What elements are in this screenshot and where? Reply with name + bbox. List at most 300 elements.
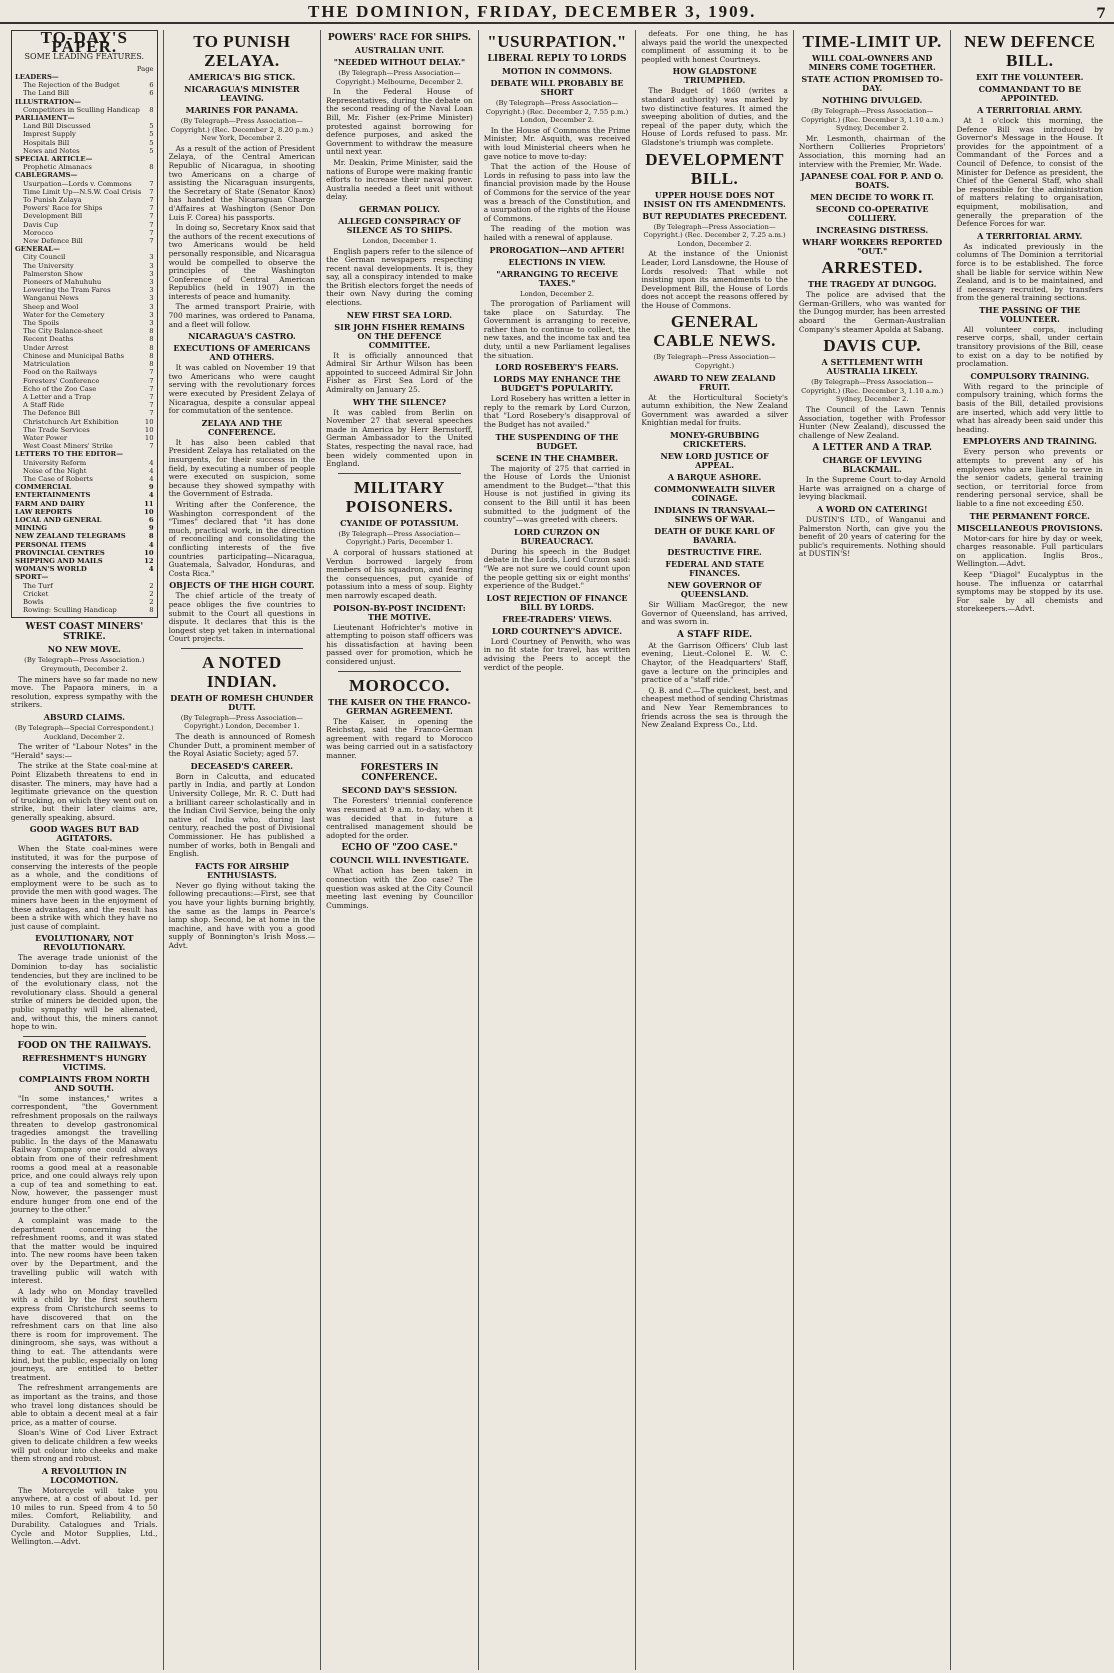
contents-item-page: 8 bbox=[148, 532, 154, 541]
paragraph: The miners have so far made no new move. The Papaora miners, in a resolution, express sympathy with the strikers. bbox=[11, 674, 158, 710]
subheading: MONEY-GRUBBING CRICKETERS. bbox=[669, 430, 760, 450]
column-5 bbox=[636, 30, 794, 1670]
contents-row bbox=[15, 163, 154, 171]
contents-row bbox=[15, 237, 154, 245]
contents-item-title: Wanganui News bbox=[23, 294, 79, 303]
contents-item-title: News and Notes bbox=[23, 146, 80, 155]
paragraph: defeats. For one thing, he has always paid the world the unexpected compliment of assuming it to be peopled with honest Courtneys. bbox=[641, 30, 788, 64]
subheading: PROROGATION—AND AFTER! bbox=[489, 244, 625, 255]
contents-row bbox=[15, 327, 154, 335]
contents-item-page: 8 bbox=[149, 105, 154, 114]
subheading: INDIANS IN TRANSVAAL—SINEWS OF WAR. bbox=[654, 505, 776, 525]
subheading: DEBATE WILL PROBABLY BE SHORT bbox=[490, 78, 624, 97]
subheading: COMPULSORY TRAINING. bbox=[970, 370, 1090, 381]
paragraph: Lieutenant Hofrichter's motive in attempting to poison staff officers was his dissatisfaction at having been passed over for promotion, which he considered unjust. bbox=[326, 622, 473, 666]
paragraph: Born in Calcutta, and educated partly in India, and partly at London University College, Mr. R. C. Dutt had a brilliant career scholastically and in the Indian Civil Service, being the only native of India who, during last century, reached the post of Divisional Commissioner. He has published a number of works, both in Bengali and English. bbox=[168, 771, 316, 859]
paragraph: DUSTIN'S LTD., of Wanganui and Palmerston North, can give you the benefit of 20 years of catering for the public's requirements. Nothing should at DUSTIN'S! bbox=[798, 515, 946, 559]
contents-item-title: Prophetic Almanacs bbox=[23, 163, 92, 172]
contents-row bbox=[15, 229, 154, 237]
contents-item-title: Hospitals Bill bbox=[23, 138, 70, 147]
subheading: JAPANESE COAL FOR P. AND O. BOATS. bbox=[800, 171, 944, 191]
dateline: (By Telegraph—Press Association—Copyright.) Melbourne, December 2. bbox=[335, 69, 464, 86]
contents-row bbox=[15, 549, 154, 557]
page-number: 7 bbox=[1096, 6, 1106, 22]
subheading: LORD COURTNEY'S ADVICE. bbox=[491, 625, 623, 636]
contents-row bbox=[15, 81, 154, 89]
masthead-title: THE DOMINION, FRIDAY, DECEMBER 3, 1909. bbox=[308, 2, 757, 21]
contents-item-title: Water Power bbox=[23, 433, 68, 442]
section-heading: FORESTERS IN CONFERENCE. bbox=[360, 763, 439, 784]
contents-item-title: The Land Bill bbox=[23, 89, 70, 98]
contents-item-page: 10 bbox=[144, 433, 154, 442]
contents-row bbox=[15, 532, 154, 540]
paragraph: It was cabled from Berlin on November 27 that several speeches made in America by Herr Bernstorff, German Ambassador to the United States, respecting the naval race, had been widely commented upon in England. bbox=[326, 407, 473, 469]
contents-item-title: City Council bbox=[23, 253, 66, 262]
contents-item-title: LAW REPORTS bbox=[15, 507, 73, 516]
contents-row bbox=[15, 418, 154, 426]
section-heading: POWERS' RACE FOR SHIPS. bbox=[327, 33, 472, 43]
contents-row bbox=[15, 500, 154, 508]
paragraph: "In some instances," writes a correspondent, "the Government refreshment proposals on the railways threaten to develop gastronomical tragedies amongst the travelling public. In the days of the Manawatu Railway Company one could always obtain from one of their refreshment rooms a good meal at a reasonable price, and one could always rely upon a cup of tea and something to eat. Now, however, the passenger must endure hunger from one end of the journey to the other." bbox=[11, 1093, 158, 1215]
contents-item-page: 8 bbox=[149, 335, 154, 344]
dateline: (By Telegraph—Special Correspondent.) Auckland, December 2. bbox=[14, 723, 154, 741]
contents-row bbox=[15, 442, 154, 450]
subheading: A REVOLUTION IN LOCOMOTION. bbox=[41, 1465, 127, 1485]
contents-row bbox=[15, 491, 154, 499]
paragraph: At 1 o'clock this morning, the Defence Bill was introduced by Governor's Message in the House. It provides for the appointment of a Commandant of the Forces and a Council of Defence, to consist of the Minister for Defence as president, the Chief of the General Staff, who shall be responsible for the administration of matters relating to organisation, equipment, mobilisation, and generally the preparation of the Defence Forces for war. bbox=[956, 116, 1104, 229]
subheading: DESTRUCTIVE FIRE. bbox=[667, 547, 762, 558]
subheading: FACTS FOR AIRSHIP ENTHUSIASTS. bbox=[194, 860, 289, 880]
paragraph: The prorogation of Parliament will take place on Saturday. The Government is arranging to receive, rather than to continue to collect, the new taxes, and the income tax and tea duty, until a new Parliament legalises the situation. bbox=[483, 299, 631, 360]
subheading: NICARAGUA'S MINISTER LEAVING. bbox=[184, 84, 300, 103]
contents-item-title: Matriculation bbox=[23, 360, 70, 369]
subheading: CHARGE OF LEVYING BLACKMAIL. bbox=[822, 455, 922, 475]
subheading: NOTHING DIVULGED. bbox=[822, 95, 923, 105]
subheading: AWARD TO NEW ZEALAND FRUIT. bbox=[653, 372, 776, 392]
paragraph: The Budget of 1860 (writes a standard authority) was marked by two distinctive features. It aimed the sweeping abolition of duties, and the repeal of the paper duty, which the House of Lords refused to pass. Mr. Gladstone's triumph was complete. bbox=[641, 86, 788, 147]
subheading: INCREASING DISTRESS. bbox=[816, 225, 929, 236]
paragraph: Sloan's Wine of Cod Liver Extract given to delicate children a few weeks will put colour into cheeks and make them strong and robust. bbox=[11, 1428, 158, 1464]
contents-item-page: 7 bbox=[149, 442, 154, 451]
contents-item-page: 7 bbox=[149, 212, 154, 221]
contents-item-page: 7 bbox=[149, 384, 154, 393]
contents-row bbox=[15, 98, 154, 106]
subheading: SIR JOHN FISHER REMAINS ON THE DEFENCE COMMITTEE. bbox=[334, 321, 465, 350]
contents-item-page: 3 bbox=[149, 294, 154, 303]
contents-item-title: LOCAL AND GENERAL bbox=[15, 515, 102, 524]
contents-item-title: The City Balance-sheet bbox=[23, 327, 103, 336]
section-heading: LIBERAL REPLY TO LORDS bbox=[487, 54, 627, 64]
headline: TIME-LIMIT UP. bbox=[802, 32, 942, 51]
contents-item-title: Cricket bbox=[23, 589, 49, 598]
subheading: POISON-BY-POST INCIDENT: THE MOTIVE. bbox=[333, 602, 466, 622]
paragraph: A lady who on Monday travelled with a child by the first southern express from Christchurch seems to have discovered that on the refreshment cars on that line also there is room for improvement. The diningroom, she says, was without a thing to eat. The attendants were kind, but the public, especially on long journeys, are entitled to better treatment. bbox=[11, 1286, 158, 1382]
subheading: WILL COAL-OWNERS AND MINERS COME TOGETHER. bbox=[808, 53, 936, 72]
contents-item-page: 4 bbox=[149, 466, 154, 475]
dateline: (By Telegraph—Press Association—Copyright.) (Rec. December 2, 7.25 a.m.) London, December 2. bbox=[643, 222, 786, 248]
contents-row bbox=[15, 180, 154, 188]
contents-row bbox=[15, 434, 154, 442]
contents-row bbox=[15, 89, 154, 97]
subheading: SCENE IN THE CHAMBER. bbox=[496, 452, 618, 463]
subheading: THE PASSING OF THE VOLUNTEER. bbox=[979, 304, 1081, 324]
contents-row bbox=[15, 155, 154, 163]
contents-item-title: Land Bill Discussed bbox=[23, 122, 91, 131]
contents-item-page: 7 bbox=[149, 409, 154, 418]
paragraph: Never go flying without taking the following precautions:—First, see that you have your lights burning brightly, the same as the lamps in Pearce's lamp shop. Second, be at home in the machine, and have with you a good supply of Bonnington's Irish Moss.—Advt. bbox=[168, 880, 316, 950]
subheading: ALLEGED CONSPIRACY OF SILENCE AS TO SHIPS. bbox=[338, 215, 461, 235]
contents-item-page: 5 bbox=[149, 122, 154, 131]
contents-item-title: MINING bbox=[15, 524, 48, 533]
section-heading: A STAFF RIDE. bbox=[676, 629, 753, 640]
column-6 bbox=[794, 30, 952, 1670]
subheading: MISCELLANEOUS PROVISIONS. bbox=[956, 522, 1103, 533]
contents-item-title: PROVINCIAL CENTRES bbox=[15, 548, 105, 557]
paragraph: The Kaiser, in opening the Reichstag, said the Franco-German agreement with regard to Morocco was being carried out in a satisfactory manner. bbox=[326, 716, 473, 760]
contents-row bbox=[15, 130, 154, 138]
contents-item-page: 2 bbox=[149, 581, 154, 590]
contents-item-title: The Trade Services bbox=[23, 425, 90, 434]
divider bbox=[338, 473, 461, 474]
contents-item-title: PERSONAL ITEMS bbox=[15, 540, 87, 549]
paragraph: That the action of the House of Lords in refusing to pass into law the financial provision made by the House of Commons for the service of the year was a breach of the Constitution, and a usurpation of the rights of the House of Commons. bbox=[483, 162, 631, 223]
contents-row bbox=[15, 73, 154, 81]
subheading: NEW LORD JUSTICE OF APPEAL. bbox=[660, 451, 769, 471]
divider bbox=[338, 671, 461, 672]
subheading: SECOND DAY'S SESSION. bbox=[341, 785, 458, 796]
paragraph: In the Supreme Court to-day Arnold Harte was arraigned on a charge of levying blackmail. bbox=[798, 475, 946, 502]
subheading: AMERICA'S BIG STICK. bbox=[188, 72, 296, 82]
contents-item-title: University Reform bbox=[23, 458, 87, 467]
contents-row bbox=[15, 270, 154, 278]
contents-row bbox=[15, 377, 154, 385]
headline: NEW DEFENCE BILL. bbox=[964, 32, 1096, 70]
subheading: COMMONWEALTH SILVER COINAGE. bbox=[654, 484, 776, 504]
masthead bbox=[0, 0, 1114, 24]
headline: DEVELOPMENT BILL. bbox=[645, 149, 784, 188]
contents-row bbox=[15, 508, 154, 516]
contents-item-page: 7 bbox=[149, 401, 154, 410]
subheading: NEW FIRST SEA LORD. bbox=[346, 309, 453, 320]
contents-item-title: Bowls bbox=[23, 597, 44, 606]
contents-item-page: 7 bbox=[149, 228, 154, 237]
dateline: London, December 1. bbox=[362, 236, 437, 245]
subheading: A BARQUE ASHORE. bbox=[667, 472, 762, 483]
column-1-articles bbox=[11, 622, 158, 1546]
contents-row bbox=[15, 352, 154, 360]
contents-item-page: 7 bbox=[149, 237, 154, 246]
section-heading: FOOD ON THE RAILWAYS. bbox=[17, 1040, 152, 1051]
contents-row bbox=[15, 541, 154, 549]
contents-item-page: 8 bbox=[149, 606, 154, 615]
contents-item-title: Lowering the Tram Fares bbox=[23, 286, 111, 295]
paragraph: Keep "Diagol" Eucalyptus in the house. The influenza or catarrhal symptoms may be stopped by its use. For sale by all chemists and storekeepers.—Advt. bbox=[956, 569, 1104, 614]
contents-item-title: Foresters' Conference bbox=[23, 376, 100, 385]
subheading: WHARF WORKERS REPORTED "OUT." bbox=[802, 237, 943, 257]
contents-item-title: PARLIAMENT— bbox=[15, 114, 75, 122]
paragraph: It was cabled on November 19 that two Americans who were caught serving with the revolutionary forces were executed by President Zelaya of Nicaragua, despite a consular appeal for commutation of the sentence. bbox=[168, 363, 316, 416]
paragraph: The refreshment arrangements are as important as the trains, and those who travel long distances should be able to obtain a decent meal at a fair price, as a matter of course. bbox=[11, 1383, 158, 1427]
contents-item-title: Development Bill bbox=[23, 212, 83, 221]
contents-item-page: 4 bbox=[148, 491, 154, 500]
subheading: HOW GLADSTONE TRIUMPHED. bbox=[672, 66, 757, 86]
contents-row bbox=[15, 459, 154, 467]
contents-item-title: Chinese and Municipal Baths bbox=[23, 351, 125, 360]
contents-row bbox=[15, 475, 154, 483]
subheading: EMPLOYERS AND TRAINING. bbox=[962, 436, 1097, 447]
contents-item-page: 3 bbox=[149, 319, 154, 328]
subheading: DEATH OF DUKE KARL OF BAVARIA. bbox=[654, 526, 776, 546]
paragraph: Lord Courtney of Penwith, who was in no fit state for travel, has written advising the Peers to accept the verdict of the people. bbox=[483, 636, 631, 672]
contents-row bbox=[15, 606, 154, 614]
subheading: LORD CURZON ON BUREAUCRACY. bbox=[513, 526, 601, 546]
contents-item-page: 3 bbox=[149, 261, 154, 270]
paragraph: Writing after the Conference, the Washington correspondent of the "Times" declared that "it has done much, practical work, in the direction of reconciling and consolidating the conflicting interests of the five countries participating—Nicaragua, Guatemala, Salvador, Honduras, and Costa Rica." bbox=[168, 499, 316, 578]
contents-item-title: SPORT— bbox=[15, 573, 49, 582]
contents-row bbox=[15, 204, 154, 212]
subheading: ZELAYA AND THE CONFERENCE. bbox=[201, 417, 283, 437]
paragraph: The majority of 275 that carried in the House of Lords the Unionist amendment to the Budget—"that this House is not justified in giving its consent to the Bill until it has been submitted to the judgment of the country"—was greeted with cheers. bbox=[483, 463, 631, 525]
paragraph: At the Garrison Officers' Club last evening, Lieut.-Colonel E. W. C. Chaytor, of the Headquarters' Staff, gave a lecture on the principles and practice of a "staff ride." bbox=[641, 640, 788, 685]
paragraph: When the State coal-mines were instituted, it was for the purpose of conserving the interests of the people as a whole, and the conditions of employment were to be such as to provide the men with good wages. The miners have been in the enjoyment of these advantages, and the result has been a strike with which they have no just cause of complaint. bbox=[11, 844, 158, 931]
paragraph: The reading of the motion was hailed with a renewal of applause. bbox=[483, 224, 631, 242]
contents-row bbox=[15, 212, 154, 220]
paragraph: A corporal of hussars stationed at Verdun borrowed largely from members of his squadron, and fearing the consequences, put cyanide of potassium into a mess of soup. Eighty men narrowly escaped death. bbox=[326, 547, 473, 600]
contents-item-title: Water for the Cemetery bbox=[23, 310, 105, 319]
contents-item-title: Echo of the Zoo Case bbox=[23, 384, 97, 393]
paragraph: The chief article of the treaty of peace obliges the five countries to submit to the Court all questions in dispute. It declares that this is the longest step yet taken in international Court projects. bbox=[168, 591, 316, 644]
contents-item-page: 3 bbox=[149, 253, 154, 262]
paragraph: In the Federal House of Representatives, during the debate on the second reading of the Naval Loan Bill, Mr. Fisher (ex-Prime Minister) protested against borrowing for defence purposes, and asked the Government to withdraw the measure until next year. bbox=[326, 87, 473, 157]
contents-row bbox=[15, 253, 154, 261]
contents-item-page: 7 bbox=[149, 376, 154, 385]
column-2 bbox=[164, 30, 322, 1670]
contents-item-page: 10 bbox=[144, 425, 154, 434]
contents-item-page: 4 bbox=[148, 540, 154, 549]
paragraph: Mr. Lesmonth, chairman of the Northern Collieries Proprietors' Association, this morning had an interview with the Premier, Mr. Wade. bbox=[798, 133, 946, 169]
contents-item-page: 8 bbox=[149, 343, 154, 352]
contents-row bbox=[15, 565, 154, 573]
subheading: COMPLAINTS FROM NORTH AND SOUTH. bbox=[18, 1073, 150, 1093]
contents-item-page: 7 bbox=[149, 179, 154, 188]
subheading: WHY THE SILENCE? bbox=[352, 396, 447, 407]
divider bbox=[181, 648, 304, 649]
contents-row bbox=[15, 409, 154, 417]
contents-item-page: 4 bbox=[149, 458, 154, 467]
subheading: CYANIDE OF POTASSIUM. bbox=[340, 517, 459, 528]
contents-item-page: 6 bbox=[149, 81, 154, 90]
contents-row bbox=[15, 360, 154, 368]
subheading: COMMANDANT TO BE APPOINTED. bbox=[978, 84, 1081, 103]
contents-item-page: 7 bbox=[149, 204, 154, 213]
subheading: GOOD WAGES BUT BAD AGITATORS. bbox=[29, 824, 139, 844]
contents-item-title: SPECIAL ARTICLE— bbox=[15, 155, 93, 164]
contents-row bbox=[15, 188, 154, 196]
section-heading: ECHO OF "ZOO CASE." bbox=[341, 843, 458, 854]
contents-item-title: Powers' Race for Ships bbox=[23, 204, 103, 213]
contents-item-page: 6 bbox=[148, 515, 154, 524]
subheading: A TERRITORIAL ARMY. bbox=[977, 230, 1083, 241]
paragraph: English papers refer to the silence of the German newspapers respecting recent naval developments. It is, they say, all a conspiracy intended to make the British electors forget the needs of their own Navy during the coming elections. bbox=[326, 246, 473, 308]
subheading: "NEEDED WITHOUT DELAY." bbox=[333, 57, 466, 67]
contents-item-title: LEADERS— bbox=[15, 72, 59, 81]
contents-item-page: 8 bbox=[149, 351, 154, 360]
contents-item-page: 3 bbox=[149, 310, 154, 319]
dateline: (By Telegraph—Press Association.) Greymouth, December 2. bbox=[24, 656, 145, 673]
contents-item-page: 10 bbox=[144, 548, 154, 557]
contents-item-page: 4 bbox=[149, 474, 154, 483]
contents-item-page: 11 bbox=[144, 499, 154, 508]
contents-item-page: 7 bbox=[149, 392, 154, 401]
headline: ARRESTED. bbox=[821, 258, 923, 278]
subheading: GERMAN POLICY. bbox=[358, 203, 440, 214]
contents-item-title: Time Limit Up—N.S.W. Coal Crisis bbox=[23, 187, 142, 196]
dateline: (By Telegraph—Press Association—Copyright.) (Rec. December 2, 8.20 p.m.) New York, December 2. bbox=[170, 117, 314, 143]
paragraph: The strike at the State coal-mine at Point Elizabeth threatens to end in disaster. The miners, may have had a legitimate grievance on the question of trucking, on which they went out on strike, but their later claims are, generally speaking, absurd. bbox=[11, 761, 158, 822]
headline: MILITARY POISONERS. bbox=[345, 477, 454, 516]
paragraph: Sir William MacGregor, the new Governor of Queensland, has arrived, and was sworn in. bbox=[641, 600, 788, 627]
contents-item-title: NEW ZEALAND TELEGRAMS bbox=[15, 532, 126, 541]
subheading: AUSTRALIAN UNIT. bbox=[354, 45, 445, 55]
contents-list bbox=[15, 73, 154, 614]
contents-item-page: 10 bbox=[144, 507, 154, 516]
contents-item-page: 9 bbox=[148, 483, 154, 492]
contents-item-page: 7 bbox=[149, 220, 154, 229]
subheading: NICARAGUA'S CASTRO. bbox=[188, 331, 296, 342]
contents-row bbox=[15, 262, 154, 270]
contents-item-title: GENERAL— bbox=[15, 245, 60, 254]
subheading: LOST REJECTION OF FINANCE BILL BY LORDS. bbox=[486, 592, 628, 612]
contents-item-title: WOMAN'S WORLD bbox=[15, 565, 87, 574]
paragraph: At the instance of the Unionist Leader, Lord Lansdowne, the House of Lords resolved: That while not insisting upon its amendments to the Development Bill, the House of Lords does not accept the reasons offered by the House of Commons. bbox=[641, 249, 788, 310]
contents-row bbox=[15, 450, 154, 458]
paragraph: At the Horticultural Society's autumn exhibition, the New Zealand Government was awarded a silver Knightian medal for fruits. bbox=[641, 392, 788, 428]
contents-row bbox=[15, 590, 154, 598]
contents-row bbox=[15, 524, 154, 532]
paragraph: Mr. Deakin, Prime Minister, said the nations of Europe were making frantic efforts to increase their naval power. Australia needed a fleet unit without delay. bbox=[326, 157, 473, 202]
dateline: (By Telegraph—Press Association—Copyright.) (Rec. December 2, 7.55 p.m.) London, December 2. bbox=[485, 99, 629, 125]
contents-row bbox=[15, 122, 154, 130]
contents-item-title: The Rejection of the Budget bbox=[23, 81, 120, 90]
contents-row bbox=[15, 286, 154, 294]
contents-row bbox=[15, 245, 154, 253]
dateline: London, December 2. bbox=[519, 289, 595, 298]
contents-row bbox=[15, 106, 154, 114]
subheading: A TERRITORIAL ARMY. bbox=[977, 105, 1083, 115]
contents-item-page: 3 bbox=[149, 269, 154, 278]
dateline: (By Telegraph—Press Association—Copyright.) bbox=[653, 353, 776, 371]
subheading: EVOLUTIONARY, NOT REVOLUTIONARY. bbox=[35, 933, 134, 953]
contents-box bbox=[11, 30, 158, 618]
contents-item-page: 9 bbox=[148, 524, 154, 533]
section-heading: A LETTER AND A TRAP. bbox=[812, 443, 933, 454]
contents-item-title: The Spoils bbox=[23, 319, 60, 328]
contents-row bbox=[15, 368, 154, 376]
contents-item-title: Recent Deaths bbox=[23, 335, 74, 344]
contents-item-page: 2 bbox=[149, 597, 154, 606]
dateline: (By Telegraph—Press Association—Copyright.) (Rec. December 3, 1.10 a.m.) Sydney, December 2. bbox=[801, 378, 944, 404]
paragraph: Lord Rosebery has written a letter in reply to the remark by Lord Curzon, that "Lord Rosebery's disapproval of the Budget has not availed." bbox=[483, 394, 631, 430]
columns bbox=[6, 30, 1108, 1670]
contents-item-title: LETTERS TO THE EDITOR— bbox=[15, 450, 123, 459]
subheading: THE KAISER ON THE FRANCO-GERMAN AGREEMENT. bbox=[328, 696, 471, 716]
contents-subtitle: SOME LEADING FEATURES. bbox=[24, 52, 145, 62]
contents-item-title: Pioneers of Mahuhuhu bbox=[23, 278, 102, 287]
dateline: (By Telegraph—Press Association—Copyright.) Paris, December 1. bbox=[338, 529, 461, 547]
paragraph: The Motorcycle will take you anywhere, at a cost of about 1d. per 10 miles to run. Speed from 4 to 50 miles. Comfort, Reliability, and Durability. Catalogues and Trials. Cycle and Motor Supplies, Ltd., Wellington.—Advt. bbox=[11, 1485, 158, 1547]
subheading: BUT REPUDIATES PRECEDENT. bbox=[642, 210, 787, 221]
subheading: THE PERMANENT FORCE. bbox=[969, 510, 1090, 521]
contents-item-title: CABLEGRAMS— bbox=[15, 171, 78, 180]
subheading: COUNCIL WILL INVESTIGATE. bbox=[329, 855, 470, 866]
contents-item-title: Competitors in Sculling Handicap bbox=[23, 105, 140, 114]
contents-item-page: 8 bbox=[149, 360, 154, 369]
contents-item-page: 5 bbox=[149, 130, 154, 139]
paragraph: As a result of the action of President Zelaya, of the Central American Republic of Nicaragua, in shooting two Americans on a charge of assisting the Nicaraguan insurgents, the Secretary of State (Senator Knox) has handed the Nicaraguan Charge d'Affaires at Washington (Senor Don Luis F. Corea) his passports. bbox=[168, 143, 316, 222]
contents-row bbox=[15, 393, 154, 401]
contents-row bbox=[15, 319, 154, 327]
subheading: THE TRAGEDY AT DUNGOG. bbox=[807, 279, 937, 290]
contents-row bbox=[15, 426, 154, 434]
contents-row bbox=[15, 557, 154, 565]
contents-item-title: Usurpation—Lords v. Commons bbox=[23, 179, 132, 188]
contents-item-page: 7 bbox=[149, 187, 154, 196]
contents-item-title: The University bbox=[23, 261, 74, 270]
contents-item-page: 7 bbox=[149, 368, 154, 377]
contents-row bbox=[15, 598, 154, 606]
column-7 bbox=[951, 30, 1108, 1670]
contents-row bbox=[15, 221, 154, 229]
contents-row bbox=[15, 483, 154, 491]
paragraph: As indicated previously in the columns of The Dominion a territorial force is to be established. The force shall be liable for service within New Zealand, and is to be maintained, and if necessary recruited, by transfers from the general training sections. bbox=[956, 241, 1104, 303]
contents-row bbox=[15, 303, 154, 311]
contents-row bbox=[15, 335, 154, 343]
subheading: NO NEW MOVE. bbox=[47, 644, 121, 655]
contents-item-title: New Defence Bill bbox=[23, 237, 83, 246]
subheading: STATE ACTION PROMISED TO-DAY. bbox=[801, 74, 943, 93]
paragraph: The Council of the Lawn Tennis Association, together with Professor Hunter (New Zealand), discussed the challenge of New Zealand. bbox=[798, 404, 946, 440]
subheading: DEATH OF ROMESH CHUNDER DUTT. bbox=[170, 692, 314, 712]
dateline: (By Telegraph—Press Association—Copyright.) (Rec. December 3, 1.10 a.m.) Sydney, December 2. bbox=[801, 107, 944, 133]
subheading: UPPER HOUSE DOES NOT INSIST ON ITS AMENDMENTS. bbox=[643, 189, 786, 209]
paragraph: With regard to the principle of compulsory training, which forms the basis of the Bill, detailed provisions are inserted, which add very little to what has already been said under this heading. bbox=[956, 381, 1104, 434]
contents-title: TO-DAY'S PAPER. bbox=[40, 30, 128, 56]
subheading: NEW GOVERNOR OF QUEENSLAND. bbox=[667, 580, 762, 600]
column-1 bbox=[6, 30, 164, 1670]
section-heading: WEST COAST MINERS' STRIKE. bbox=[25, 622, 144, 643]
contents-row bbox=[15, 171, 154, 179]
contents-item-page: 3 bbox=[149, 286, 154, 295]
column-3 bbox=[321, 30, 479, 1670]
contents-item-page: 8 bbox=[149, 327, 154, 336]
paragraph: Every person who prevents or attempts to prevent any of his employees who are liable to serve in the senior cadets, general training section, or territorial force from rendering personal service, shall be liable to a fine not exceeding £50. bbox=[956, 447, 1104, 508]
contents-row bbox=[15, 147, 154, 155]
contents-item-page: 2 bbox=[149, 589, 154, 598]
divider bbox=[23, 1036, 146, 1037]
paragraph: What action has been taken in connection with the Zoo case? The question was asked at the City Council meeting last evening by Councillor Cummings. bbox=[326, 866, 473, 910]
paragraph: It has also been cabled that President Zelaya has retaliated on the insurgents, for their success in the field, by executing a number of people were executed on suspicion, some because they showed sympathy with the Government of Estrada. bbox=[168, 437, 316, 499]
headline: A NOTED INDIAN. bbox=[202, 652, 282, 691]
headline: GENERAL CABLE NEWS. bbox=[653, 312, 776, 351]
contents-header bbox=[15, 65, 154, 73]
contents-page-label: Page bbox=[136, 64, 154, 73]
subheading: A WORD ON CATERING! bbox=[816, 504, 928, 515]
paragraph: In the House of Commons the Prime Minister, Mr. Asquith, was received with loud Ministerial cheers when he gave notice to move to-day: bbox=[483, 125, 631, 161]
subheading: SECOND CO-OPERATIVE COLLIERY. bbox=[815, 204, 929, 224]
headline: MOROCCO. bbox=[349, 675, 450, 695]
subheading: ABSURD CLAIMS. bbox=[43, 711, 125, 722]
contents-item-title: COMMERCIAL bbox=[15, 483, 71, 492]
